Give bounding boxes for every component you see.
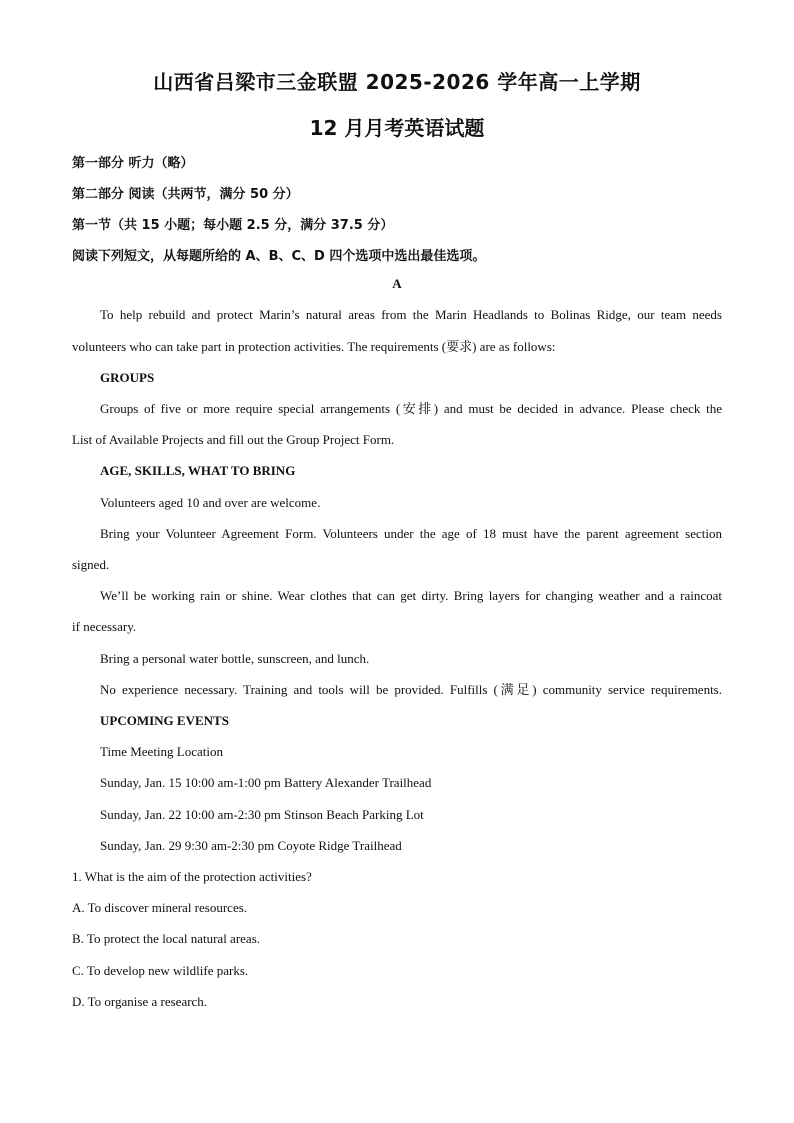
groups-line-1: Groups of five or more require special arrangements (安排) and must be decided in advance. Please check the [100, 401, 722, 416]
passage-letter: A [392, 276, 402, 291]
bring-line: Bring a personal water bottle, sunscreen, and lunch. [100, 651, 370, 666]
question-1-option-a: A. To discover mineral resources. [72, 900, 248, 915]
exam-title-line2: 12 月月考英语试题 [309, 116, 485, 140]
intro-line-1: To help rebuild and protect Marin’s natural areas from the Marin Headlands to Bolinas Ridge, our team needs [100, 307, 722, 322]
event-row: Sunday, Jan. 15 10:00 am-1:00 pm Battery Alexander Trailhead [100, 775, 432, 790]
weather-line-2: if necessary. [72, 619, 137, 634]
directions: 阅读下列短文，从每题所给的 A、B、C、D 四个选项中选出最佳选项。 [72, 249, 486, 264]
question-1-option-b: B. To protect the local natural areas. [72, 931, 260, 946]
event-row: Sunday, Jan. 29 9:30 am-2:30 pm Coyote Ridge Trailhead [100, 838, 402, 853]
form-line-1: Bring your Volunteer Agreement Form. Volunteers under the age of 18 must have the parent agreement section [100, 526, 722, 541]
experience-line: No experience necessary. Training and tools will be provided. Fulfills (满足) community service requirements. [100, 682, 722, 697]
exam-title-line1: 山西省吕梁市三金联盟 2025-2026 学年高一上学期 [153, 70, 641, 94]
question-1-stem: 1. What is the aim of the protection activities? [72, 869, 312, 884]
question-1-option-c: C. To develop new wildlife parks. [72, 963, 249, 978]
events-header-row: Time Meeting Location [100, 744, 224, 759]
weather-line-1: We’ll be working rain or shine. Wear clothes that can get dirty. Bring layers for changing weather and a raincoat [100, 588, 722, 603]
intro-line-2: volunteers who can take part in protection activities. The requirements (要求) are as follows: [72, 339, 556, 354]
age-heading: AGE, SKILLS, WHAT TO BRING [100, 463, 296, 478]
part1-heading: 第一部分 听力（略） [72, 156, 194, 171]
groups-heading: GROUPS [100, 370, 155, 385]
groups-line-2: List of Available Projects and fill out the Group Project Form. [72, 432, 395, 447]
events-heading: UPCOMING EVENTS [100, 713, 229, 728]
part2-heading: 第二部分 阅读（共两节，满分 50 分） [72, 187, 299, 202]
section1-heading: 第一节（共 15 小题；每小题 2.5 分，满分 37.5 分） [72, 218, 394, 233]
question-1-option-d: D. To organise a research. [72, 994, 208, 1009]
event-row: Sunday, Jan. 22 10:00 am-2:30 pm Stinson Beach Parking Lot [100, 807, 424, 822]
form-line-2: signed. [72, 557, 110, 572]
age-line: Volunteers aged 10 and over are welcome. [100, 495, 321, 510]
